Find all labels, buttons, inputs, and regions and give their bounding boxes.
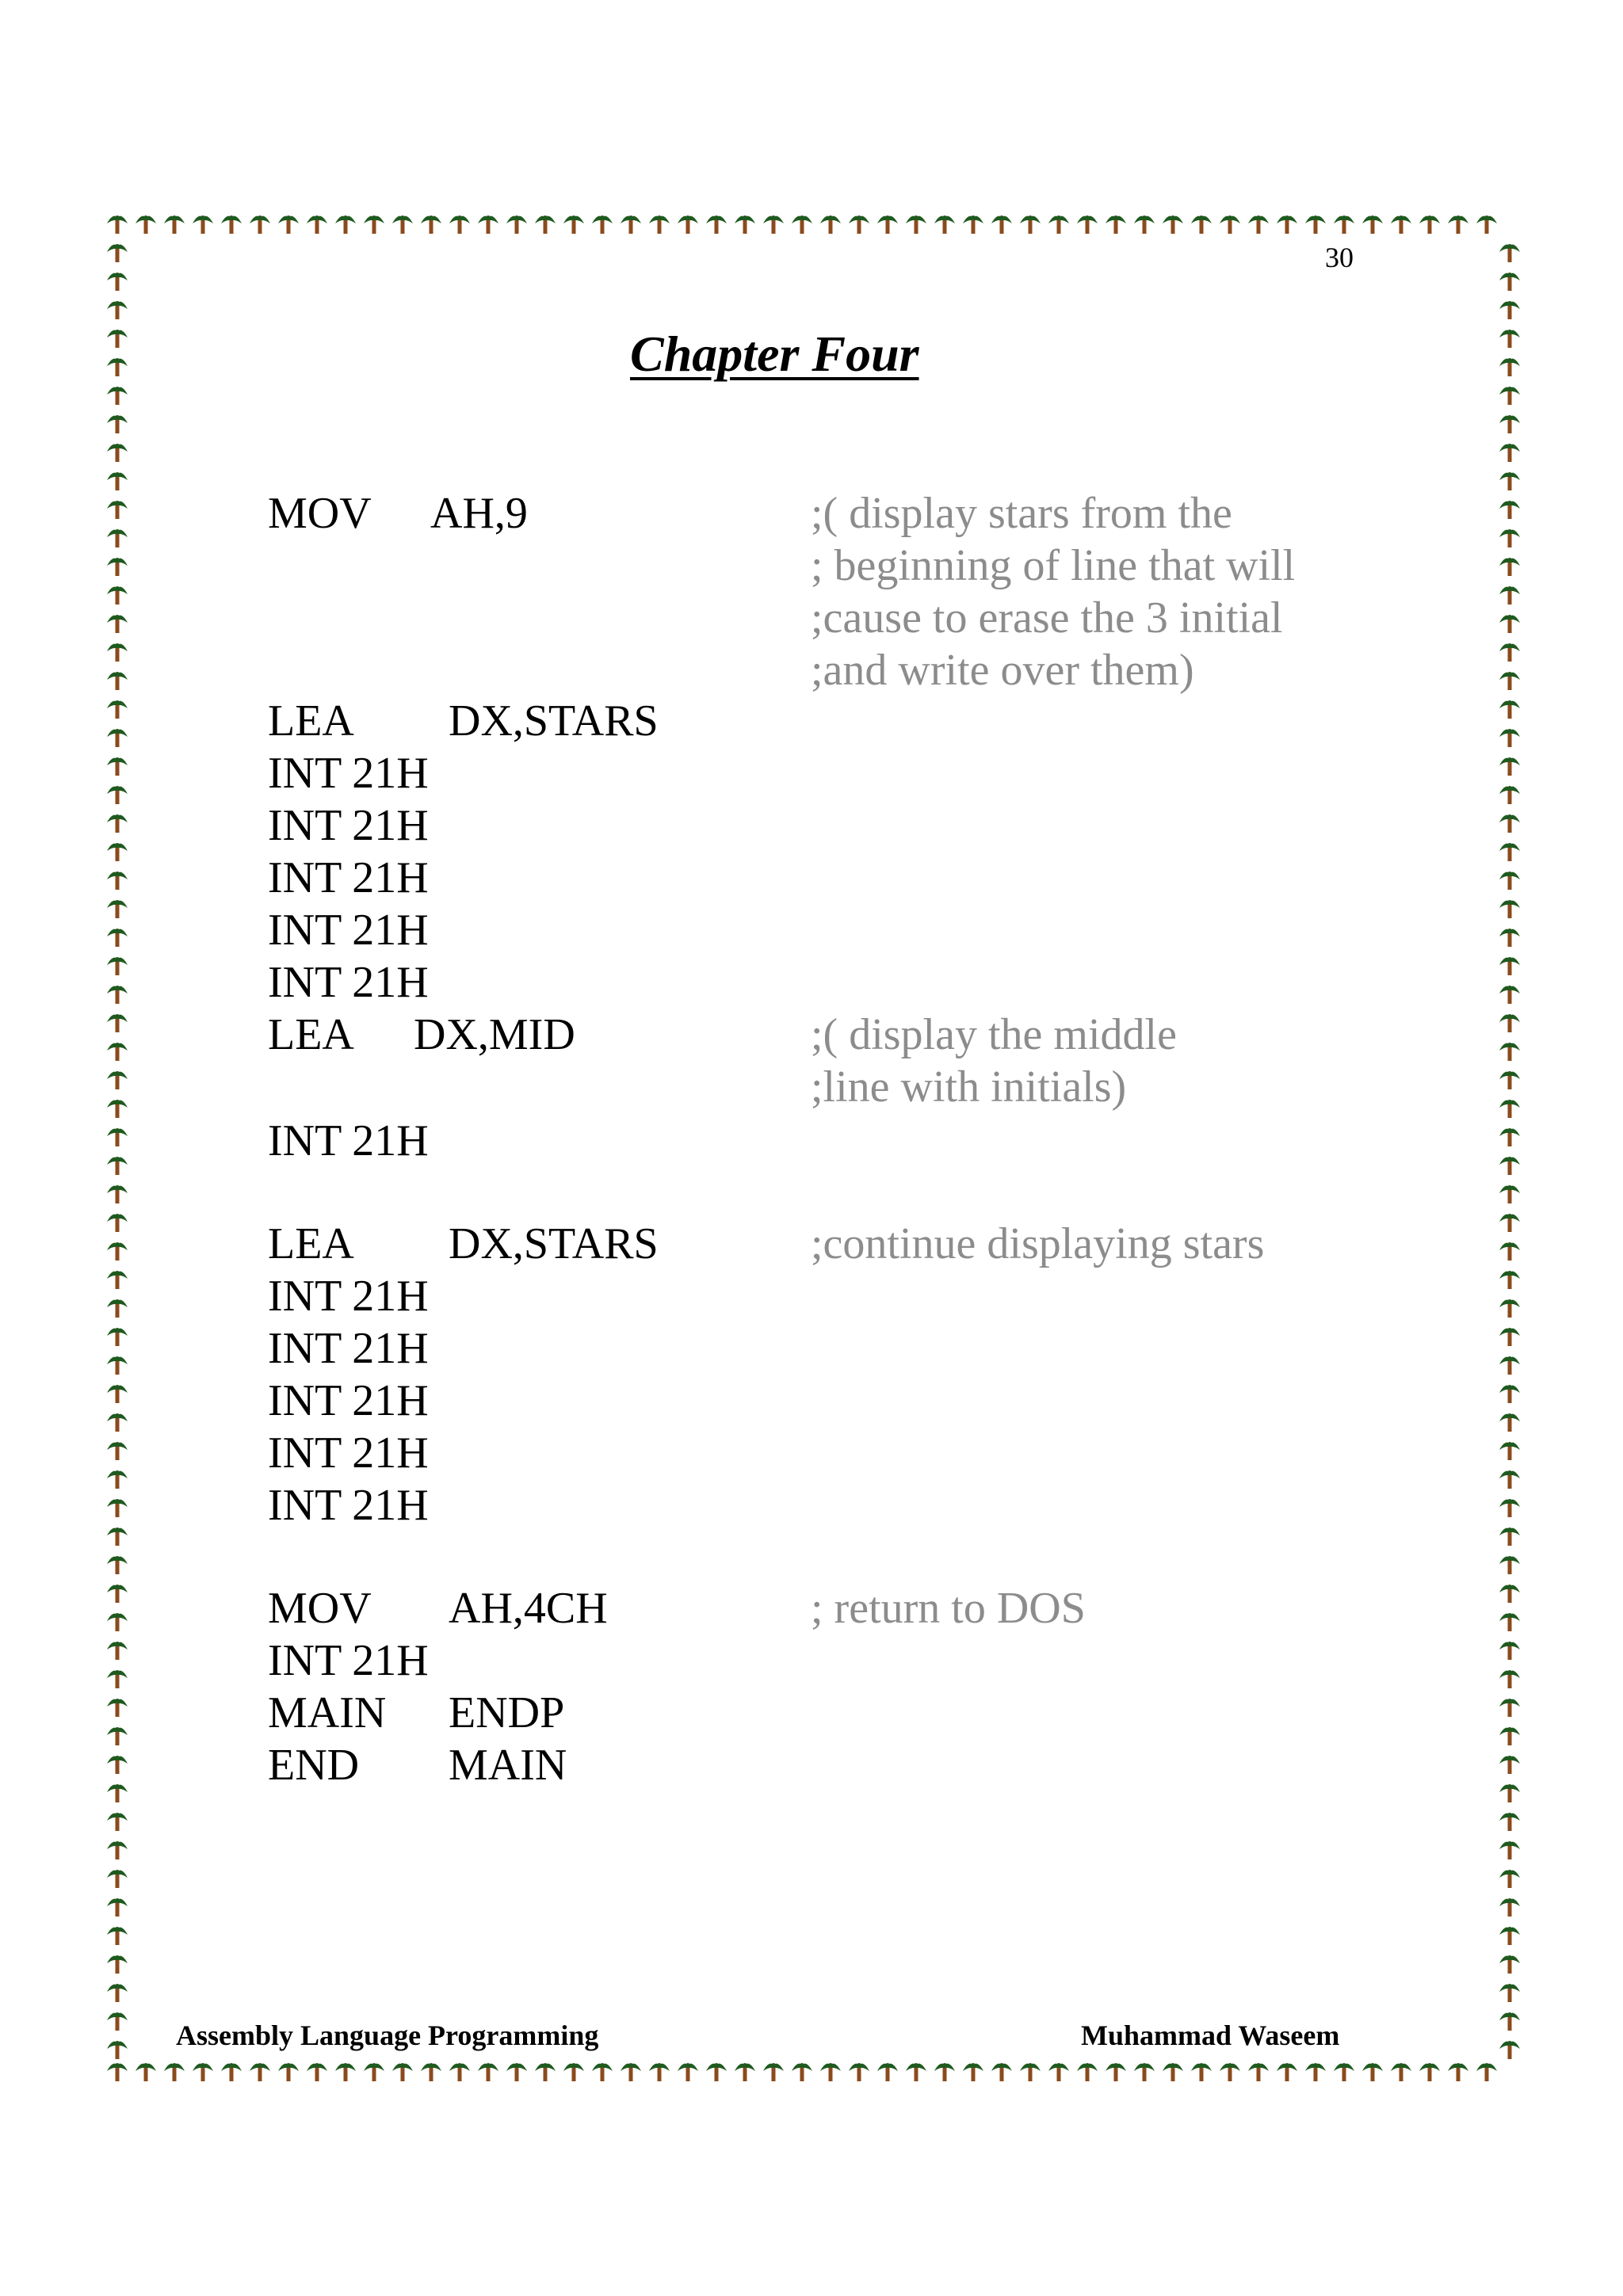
- palm-tree-icon: [1362, 215, 1383, 234]
- palm-tree-icon: [1499, 1328, 1520, 1346]
- palm-tree-icon: [107, 1585, 128, 1603]
- palm-tree-icon: [1499, 1356, 1520, 1375]
- palm-tree-icon: [307, 2063, 327, 2081]
- palm-tree-icon: [1334, 2063, 1354, 2081]
- palm-tree-icon: [364, 2063, 384, 2081]
- code-op: INT 21H: [268, 1481, 429, 1530]
- palm-tree-icon: [1499, 1157, 1520, 1175]
- palm-tree-icon: [107, 1328, 128, 1346]
- palm-tree-icon: [107, 1556, 128, 1574]
- palm-tree-icon: [792, 2063, 812, 2081]
- palm-tree-icon: [563, 2063, 584, 2081]
- palm-tree-icon: [1048, 215, 1069, 234]
- palm-tree-icon: [792, 215, 812, 234]
- palm-tree-icon: [107, 1271, 128, 1289]
- palm-tree-icon: [1499, 1556, 1520, 1574]
- palm-tree-icon: [107, 1955, 128, 1974]
- code-op: MAIN: [268, 1688, 387, 1737]
- palm-tree-icon: [107, 1185, 128, 1203]
- palm-tree-icon: [107, 729, 128, 747]
- palm-tree-icon: [1499, 1014, 1520, 1032]
- palm-tree-icon: [1499, 586, 1520, 605]
- palm-tree-icon: [1476, 215, 1497, 234]
- palm-tree-icon: [107, 1356, 128, 1375]
- palm-tree-icon: [1499, 1955, 1520, 1974]
- palm-tree-icon: [107, 244, 128, 262]
- palm-tree-icon: [1305, 215, 1326, 234]
- palm-tree-icon: [107, 615, 128, 633]
- palm-tree-icon: [392, 2063, 413, 2081]
- palm-tree-icon: [107, 586, 128, 605]
- code-arg: DX,STARS: [449, 1219, 659, 1268]
- palm-tree-icon: [1020, 2063, 1041, 2081]
- palm-tree-icon: [1499, 1128, 1520, 1146]
- palm-tree-icon: [1220, 215, 1240, 234]
- code-op: INT 21H: [268, 1324, 429, 1373]
- palm-tree-icon: [107, 957, 128, 975]
- footer-left: Assembly Language Programming: [176, 2019, 599, 2051]
- palm-tree-icon: [107, 387, 128, 405]
- palm-tree-icon: [1499, 1470, 1520, 1489]
- code-op: INT 21H: [268, 801, 429, 850]
- palm-tree-icon: [1499, 1242, 1520, 1261]
- palm-tree-icon: [1391, 2063, 1411, 2081]
- palm-tree-icon: [1499, 1613, 1520, 1631]
- palm-tree-icon: [107, 900, 128, 918]
- palm-tree-icon: [1191, 215, 1212, 234]
- palm-tree-icon: [1448, 2063, 1468, 2081]
- page-number: 30: [1325, 242, 1354, 273]
- palm-tree-icon: [107, 1927, 128, 1945]
- palm-tree-icon: [1334, 215, 1354, 234]
- palm-tree-icon: [1499, 786, 1520, 804]
- palm-tree-icon: [1499, 444, 1520, 462]
- palm-tree-icon: [877, 2063, 898, 2081]
- palm-tree-icon: [1499, 672, 1520, 690]
- code-arg: MAIN: [449, 1741, 567, 1790]
- palm-tree-icon: [107, 757, 128, 776]
- palm-tree-icon: [1277, 215, 1297, 234]
- palm-tree-icon: [678, 215, 698, 234]
- palm-tree-icon: [1499, 1813, 1520, 1831]
- palm-tree-icon: [1391, 215, 1411, 234]
- palm-tree-icon: [107, 700, 128, 719]
- palm-tree-icon: [991, 215, 1012, 234]
- palm-tree-icon: [1499, 1100, 1520, 1118]
- palm-tree-icon: [421, 2063, 441, 2081]
- palm-tree-icon: [706, 215, 727, 234]
- palm-tree-icon: [621, 2063, 641, 2081]
- palm-tree-icon: [1048, 2063, 1069, 2081]
- code-op: MOV: [268, 489, 372, 538]
- palm-tree-icon: [1499, 1043, 1520, 1061]
- palm-tree-icon: [906, 2063, 926, 2081]
- palm-tree-icon: [1220, 2063, 1240, 2081]
- code-comment: ; return to DOS: [811, 1584, 1086, 1633]
- palm-tree-icon: [1499, 358, 1520, 376]
- palm-tree-icon: [107, 1470, 128, 1489]
- palm-tree-icon: [1499, 1898, 1520, 1917]
- palm-tree-icon: [1499, 871, 1520, 890]
- palm-tree-icon: [1499, 1699, 1520, 1717]
- palm-tree-icon: [563, 215, 584, 234]
- palm-tree-icon: [1499, 472, 1520, 490]
- palm-tree-icon: [107, 330, 128, 348]
- code-arg: ENDP: [449, 1688, 565, 1737]
- palm-tree-icon: [1448, 215, 1468, 234]
- palm-tree-icon: [107, 1499, 128, 1517]
- code-op: LEA: [268, 696, 354, 746]
- palm-tree-icon: [107, 501, 128, 519]
- palm-tree-icon: [107, 1642, 128, 1660]
- palm-tree-icon: [107, 2041, 128, 2059]
- palm-tree-icon: [1419, 215, 1440, 234]
- palm-tree-icon: [449, 2063, 470, 2081]
- code-arg: AH,4CH: [449, 1584, 608, 1633]
- palm-tree-icon: [1499, 814, 1520, 833]
- palm-tree-icon: [535, 2063, 556, 2081]
- palm-tree-icon: [1020, 215, 1041, 234]
- palm-tree-icon: [307, 215, 327, 234]
- palm-tree-icon: [592, 215, 613, 234]
- palm-tree-icon: [934, 215, 955, 234]
- palm-tree-icon: [1499, 957, 1520, 975]
- code-op: INT 21H: [268, 1636, 429, 1685]
- palm-tree-icon: [1191, 2063, 1212, 2081]
- palm-tree-icon: [107, 1727, 128, 1745]
- palm-tree-icon: [1077, 2063, 1098, 2081]
- palm-tree-icon: [136, 2063, 156, 2081]
- code-op: LEA: [268, 1010, 354, 1059]
- palm-tree-icon: [136, 215, 156, 234]
- palm-tree-icon: [107, 1898, 128, 1917]
- palm-tree-icon: [1476, 2063, 1497, 2081]
- palm-tree-icon: [1499, 1442, 1520, 1460]
- palm-tree-icon: [763, 2063, 784, 2081]
- palm-tree-icon: [107, 358, 128, 376]
- palm-tree-icon: [164, 215, 185, 234]
- palm-tree-icon: [1499, 1585, 1520, 1603]
- palm-tree-icon: [1163, 215, 1183, 234]
- palm-tree-icon: [107, 415, 128, 433]
- palm-tree-icon: [1499, 929, 1520, 947]
- palm-tree-icon: [107, 786, 128, 804]
- palm-tree-icon: [1499, 529, 1520, 547]
- code-comment: ;( display stars from the: [811, 489, 1232, 538]
- palm-tree-icon: [934, 2063, 955, 2081]
- code-comment: ; beginning of line that will: [811, 541, 1296, 590]
- palm-tree-icon: [506, 2063, 527, 2081]
- palm-tree-icon: [1277, 2063, 1297, 2081]
- code-op: LEA: [268, 1219, 354, 1268]
- palm-tree-icon: [107, 1813, 128, 1831]
- code-comment: ;cause to erase the 3 initial: [811, 593, 1283, 643]
- palm-tree-icon: [1499, 1185, 1520, 1203]
- code-comment: ;( display the middle: [811, 1010, 1177, 1059]
- palm-tree-icon: [649, 215, 670, 234]
- palm-tree-icon: [1499, 558, 1520, 576]
- palm-tree-icon: [278, 215, 299, 234]
- palm-tree-icon: [107, 444, 128, 462]
- palm-tree-icon: [1077, 215, 1098, 234]
- palm-tree-icon: [963, 2063, 983, 2081]
- palm-tree-icon: [735, 215, 755, 234]
- palm-tree-icon: [107, 672, 128, 690]
- palm-tree-icon: [706, 2063, 727, 2081]
- palm-tree-icon: [107, 1870, 128, 1888]
- palm-tree-icon: [1499, 415, 1520, 433]
- code-op: MOV: [268, 1584, 372, 1633]
- palm-tree-icon: [107, 1670, 128, 1688]
- palm-tree-icon: [421, 215, 441, 234]
- palm-tree-icon: [1499, 273, 1520, 291]
- palm-tree-icon: [1499, 387, 1520, 405]
- code-comment: ;and write over them): [811, 646, 1194, 695]
- palm-tree-icon: [107, 472, 128, 490]
- code-op: INT 21H: [268, 1272, 429, 1321]
- palm-tree-icon: [1499, 1071, 1520, 1089]
- palm-tree-icon: [107, 1756, 128, 1774]
- palm-tree-icon: [1499, 1214, 1520, 1232]
- palm-tree-icon: [107, 1071, 128, 1089]
- palm-tree-icon: [1134, 2063, 1155, 2081]
- palm-tree-icon: [1499, 1841, 1520, 1859]
- footer-right: Muhammad Waseem: [1081, 2019, 1340, 2051]
- palm-tree-icon: [1419, 2063, 1440, 2081]
- palm-tree-icon: [107, 1784, 128, 1802]
- code-op: INT 21H: [268, 749, 429, 798]
- code-op: INT 21H: [268, 1428, 429, 1478]
- palm-tree-icon: [506, 215, 527, 234]
- palm-tree-icon: [1499, 301, 1520, 319]
- palm-tree-icon: [107, 1613, 128, 1631]
- chapter-title: Chapter Four: [630, 326, 919, 382]
- palm-tree-icon: [1499, 1642, 1520, 1660]
- palm-tree-icon: [107, 1841, 128, 1859]
- palm-tree-icon: [1248, 2063, 1269, 2081]
- palm-tree-icon: [1499, 1271, 1520, 1289]
- palm-tree-icon: [107, 273, 128, 291]
- code-op: INT 21H: [268, 906, 429, 955]
- palm-tree-icon: [1499, 244, 1520, 262]
- palm-tree-icon: [1305, 2063, 1326, 2081]
- palm-tree-icon: [1499, 729, 1520, 747]
- palm-tree-icon: [221, 215, 242, 234]
- code-op: INT 21H: [268, 1116, 429, 1165]
- palm-tree-icon: [1499, 1784, 1520, 1802]
- palm-tree-icon: [1499, 1870, 1520, 1888]
- palm-tree-icon: [1499, 330, 1520, 348]
- palm-tree-icon: [535, 215, 556, 234]
- code-arg: AH,9: [430, 489, 528, 538]
- palm-tree-icon: [107, 1527, 128, 1546]
- code-op: END: [268, 1741, 360, 1790]
- palm-tree-icon: [991, 2063, 1012, 2081]
- palm-tree-icon: [107, 2012, 128, 2031]
- palm-tree-icon: [335, 2063, 356, 2081]
- palm-tree-icon: [107, 529, 128, 547]
- palm-tree-icon: [820, 2063, 841, 2081]
- palm-tree-icon: [1499, 2041, 1520, 2059]
- palm-tree-icon: [107, 814, 128, 833]
- palm-tree-icon: [478, 215, 498, 234]
- palm-tree-icon: [335, 215, 356, 234]
- palm-tree-icon: [250, 215, 270, 234]
- palm-tree-icon: [877, 215, 898, 234]
- palm-tree-icon: [364, 215, 384, 234]
- palm-tree-icon: [1499, 1299, 1520, 1318]
- palm-tree-icon: [478, 2063, 498, 2081]
- palm-tree-icon: [250, 2063, 270, 2081]
- palm-tree-icon: [107, 301, 128, 319]
- palm-tree-icon: [107, 1043, 128, 1061]
- palm-tree-icon: [1499, 501, 1520, 519]
- palm-tree-icon: [1499, 1413, 1520, 1432]
- palm-tree-icon: [107, 843, 128, 861]
- palm-tree-icon: [1106, 2063, 1126, 2081]
- palm-tree-icon: [1499, 900, 1520, 918]
- palm-tree-icon: [1499, 1527, 1520, 1546]
- code-comment: ;continue displaying stars: [811, 1219, 1265, 1268]
- palm-tree-icon: [221, 2063, 242, 2081]
- code-op: INT 21H: [268, 958, 429, 1007]
- palm-tree-icon: [107, 1157, 128, 1175]
- palm-tree-icon: [107, 1100, 128, 1118]
- palm-tree-icon: [820, 215, 841, 234]
- palm-tree-icon: [107, 215, 128, 234]
- palm-tree-icon: [392, 215, 413, 234]
- palm-tree-icon: [164, 2063, 185, 2081]
- palm-tree-icon: [1499, 1670, 1520, 1688]
- palm-tree-icon: [735, 2063, 755, 2081]
- palm-tree-icon: [592, 2063, 613, 2081]
- palm-tree-icon: [1248, 215, 1269, 234]
- palm-tree-icon: [849, 2063, 869, 2081]
- palm-tree-icon: [1106, 215, 1126, 234]
- palm-tree-icon: [849, 215, 869, 234]
- palm-tree-icon: [649, 2063, 670, 2081]
- palm-tree-icon: [906, 215, 926, 234]
- palm-tree-icon: [763, 215, 784, 234]
- palm-tree-icon: [107, 1014, 128, 1032]
- palm-tree-icon: [107, 1214, 128, 1232]
- palm-tree-icon: [1499, 615, 1520, 633]
- palm-tree-icon: [963, 215, 983, 234]
- code-arg: DX,STARS: [449, 696, 659, 746]
- palm-tree-icon: [107, 1699, 128, 1717]
- code-op: INT 21H: [268, 853, 429, 902]
- palm-tree-icon: [449, 215, 470, 234]
- palm-tree-icon: [193, 215, 213, 234]
- code-op: INT 21H: [268, 1376, 429, 1425]
- palm-tree-icon: [107, 871, 128, 890]
- palm-tree-icon: [107, 1299, 128, 1318]
- palm-tree-icon: [107, 1242, 128, 1261]
- palm-tree-icon: [107, 1442, 128, 1460]
- palm-tree-icon: [1499, 757, 1520, 776]
- palm-tree-icon: [678, 2063, 698, 2081]
- palm-tree-icon: [1499, 700, 1520, 719]
- palm-tree-icon: [107, 1984, 128, 2002]
- palm-tree-icon: [107, 558, 128, 576]
- palm-tree-icon: [1499, 843, 1520, 861]
- palm-tree-icon: [107, 2063, 128, 2081]
- palm-tree-icon: [107, 929, 128, 947]
- palm-tree-icon: [1499, 1984, 1520, 2002]
- palm-tree-icon: [107, 1128, 128, 1146]
- palm-tree-icon: [1499, 1385, 1520, 1403]
- palm-tree-icon: [1499, 986, 1520, 1004]
- palm-tree-icon: [278, 2063, 299, 2081]
- palm-tree-icon: [1499, 643, 1520, 662]
- palm-tree-icon: [107, 1413, 128, 1432]
- palm-tree-icon: [1499, 1756, 1520, 1774]
- palm-tree-icon: [193, 2063, 213, 2081]
- code-arg: DX,MID: [414, 1010, 575, 1059]
- palm-tree-icon: [621, 215, 641, 234]
- palm-tree-icon: [107, 643, 128, 662]
- code-comment: ;line with initials): [811, 1062, 1127, 1112]
- palm-tree-icon: [107, 1385, 128, 1403]
- palm-tree-icon: [1499, 2012, 1520, 2031]
- palm-tree-icon: [1499, 1927, 1520, 1945]
- palm-tree-icon: [1163, 2063, 1183, 2081]
- palm-tree-icon: [1134, 215, 1155, 234]
- palm-tree-icon: [1499, 1499, 1520, 1517]
- palm-tree-icon: [1499, 1727, 1520, 1745]
- palm-tree-icon: [107, 986, 128, 1004]
- palm-tree-icon: [1362, 2063, 1383, 2081]
